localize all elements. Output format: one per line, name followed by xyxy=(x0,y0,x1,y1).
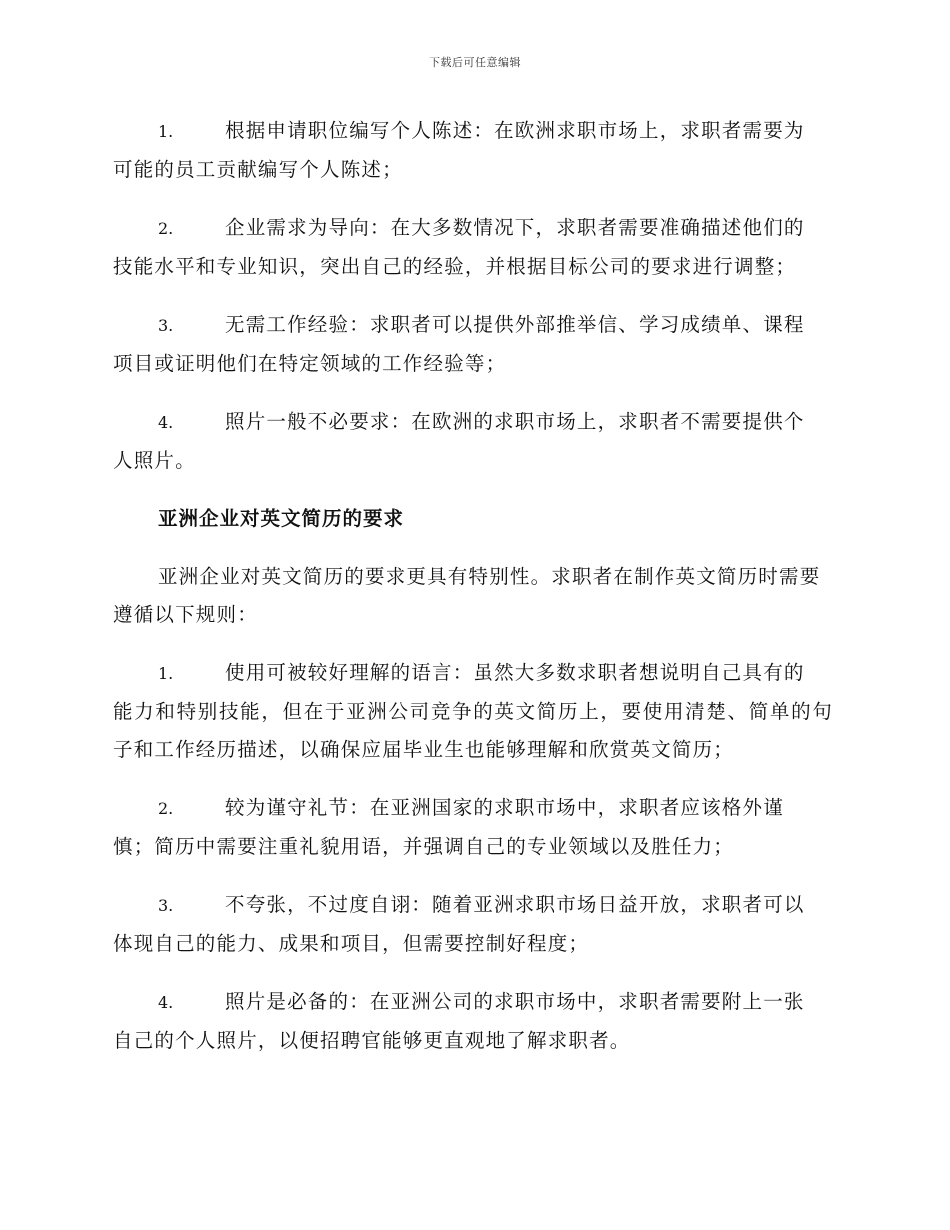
list-item xyxy=(113,306,833,383)
list-number: 2. xyxy=(158,219,174,238)
list-text-continued: 技能水平和专业知识，突出自己的经验，并根据目标公司的要求进行调整； xyxy=(113,255,797,278)
list-number: 4. xyxy=(158,413,174,432)
list-text: 根据申请职位编写个人陈述：在欧洲求职市场上，求职者需要为 xyxy=(225,119,805,142)
list-text: 不夸张，不过度自诩：随着亚洲求职市场日益开放，求职者可以 xyxy=(225,893,805,916)
list-number: 4. xyxy=(158,993,174,1012)
section-heading: 亚洲企业对英文简历的要求 xyxy=(158,507,405,530)
list-text: 使用可被较好理解的语言：虽然大多数求职者想说明自己具有的 xyxy=(225,661,805,684)
list-text-continued: 体现自己的能力、成果和项目，但需要控制好程度； xyxy=(113,932,590,955)
list-text-continued: 能力和特别技能，但在于亚洲公司竞争的英文简历上，要使用清楚、简单的句子和工作经历描述，以确保应届毕业生也能够理解和欣赏英文简历； xyxy=(113,700,833,761)
document-body xyxy=(113,112,833,1080)
list-item xyxy=(113,654,833,769)
list-item xyxy=(113,886,833,963)
list-item xyxy=(113,209,833,286)
list-item xyxy=(113,403,833,480)
list-text-continued: 人照片。 xyxy=(113,449,196,472)
list-item xyxy=(113,789,833,866)
list-number: 3. xyxy=(158,896,174,915)
list-text: 照片一般不必要求：在欧洲的求职市场上，求职者不需要提供个 xyxy=(225,410,805,433)
list-number: 1. xyxy=(158,122,174,141)
list-number: 1. xyxy=(158,664,174,683)
section-intro: 亚洲企业对英文简历的要求更具有特别性。求职者在制作英文简历时需要遵循以下规则： xyxy=(113,565,821,626)
list-number: 2. xyxy=(158,799,174,818)
list-text-continued: 自己的个人照片，以便招聘官能够更直观地了解求职者。 xyxy=(113,1029,631,1052)
list-text: 照片是必备的：在亚洲公司的求职市场中，求职者需要附上一张 xyxy=(225,990,805,1013)
list-text: 无需工作经验：求职者可以提供外部推举信、学习成绩单、课程 xyxy=(225,313,805,336)
list-text-continued: 慎；简历中需要注重礼貌用语，并强调自己的专业领域以及胜任力； xyxy=(113,835,735,858)
list-item xyxy=(113,983,833,1060)
list-text: 较为谨守礼节：在亚洲国家的求职市场中，求职者应该格外谨 xyxy=(225,796,784,819)
list-item xyxy=(113,112,833,189)
list-text: 企业需求为导向：在大多数情况下，求职者需要准确描述他们的 xyxy=(225,216,805,239)
list-text-continued: 项目或证明他们在特定领域的工作经验等； xyxy=(113,352,507,375)
list-text-continued: 可能的员工贡献编写个人陈述； xyxy=(113,158,403,181)
page-header: 下载后可任意编辑 xyxy=(429,56,521,69)
list-number: 3. xyxy=(158,316,174,335)
